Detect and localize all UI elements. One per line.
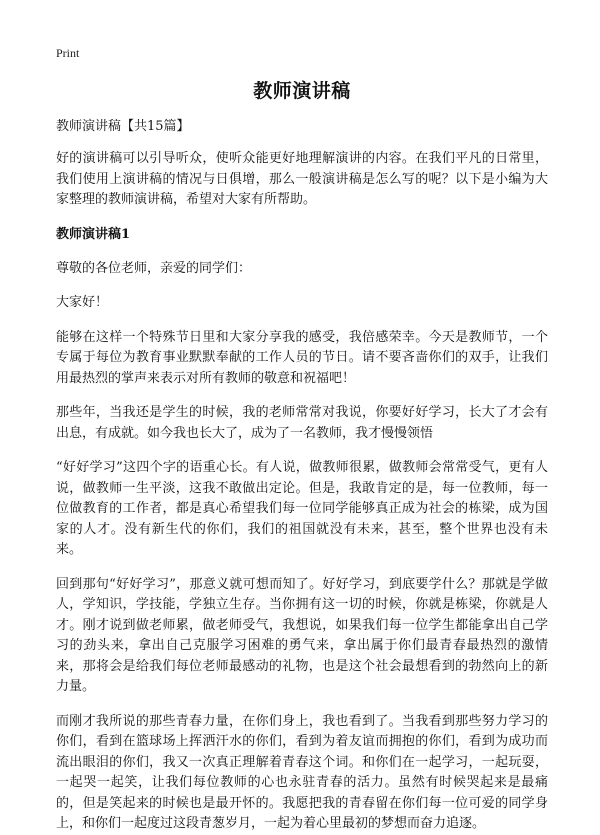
body-paragraph: 能够在这样一个特殊节日里和大家分享我的感受，我倍感荣幸。今天是教师节，一个专属于每位为教育事业默默奉献的工作人员的节日。请不要吝啬你们的双手，让我们用最热烈的掌声来表示对所有教师的敬意和祝福吧！ (56, 329, 548, 386)
page-title: 教师演讲稿 (253, 80, 351, 102)
body-paragraph: 回到那句“好好学习”，那意义就可想而知了。好好学习，到底要学什么？那就是学做人，学知识，学技能，学独立生存。当你拥有这一切的时候，你就是栋梁，你就是人才。刚才说到做老师累，做老师受气，我想说，如果我们每一位学生都能拿出自己学习的劲头来，拿出自己克服学习困难的勇气来，拿出属于你们最青春最热烈的激情来，那将会是给我们每位老师最感动的礼物，也是这个社会最想看到的勃然向上的新力量。 (56, 576, 548, 694)
salutation-paragraph: 尊敬的各位老师，亲爱的同学们： (56, 260, 252, 276)
intro-paragraph: 好的演讲稿可以引导听众，使听众能更好地理解演讲的内容。在我们平凡的日常里，我们使用上演讲稿的情况与日俱增，那么一般演讲稿是怎么写的呢？以下是小编为大家整理的教师演讲稿，希望对大家有所帮助。 (56, 151, 548, 207)
section-heading: 教师演讲稿1 (56, 226, 131, 242)
body-paragraph: 而刚才我所说的那些青春力量，在你们身上，我也看到了。当我看到那些努力学习的你们，看到在篮球场上挥洒汗水的你们，看到为着友谊而拥抱的你们，看到为成功而流出眼泪的你们，我又一次真正理解着青春这个词。和你们在一起学习，一起玩耍，一起哭一起笑，让我们每位教师的心也永驻青春的活力。虽然有时候哭起来是最痛的，但是笑起来的时候也是最开怀的。我愿把我的青春留在你们每一位可爱的同学身上，和你们一起度过这段青葱岁月，一起为着心里最初的梦想而奋力追逐。 (56, 713, 548, 831)
document-subtitle: 教师演讲稿【共15篇】 (56, 119, 190, 134)
body-paragraph: 那些年，当我还是学生的时候，我的老师常常对我说，你要好好学习，长大了才会有出息，有成就。如今我也长大了，成为了一名教师，我才慢慢领悟 (56, 405, 548, 441)
print-link[interactable]: Print (56, 46, 80, 60)
greeting-paragraph: 大家好！ (56, 295, 109, 310)
body-paragraph: “好好学习”这四个字的语重心长。有人说，做教师很累，做教师会常常受气，更有人说，做教师一生平淡，这我不敢做出定论。但是，我敢肯定的是，每一位教师，每一位做教育的工作者，都是真心希望我们每一位同学能够真正成为社会的栋梁，成为国家的人才。没有新生代的你们，我们的祖国就没有未来，甚至，整个世界也没有未来。 (56, 460, 548, 557)
